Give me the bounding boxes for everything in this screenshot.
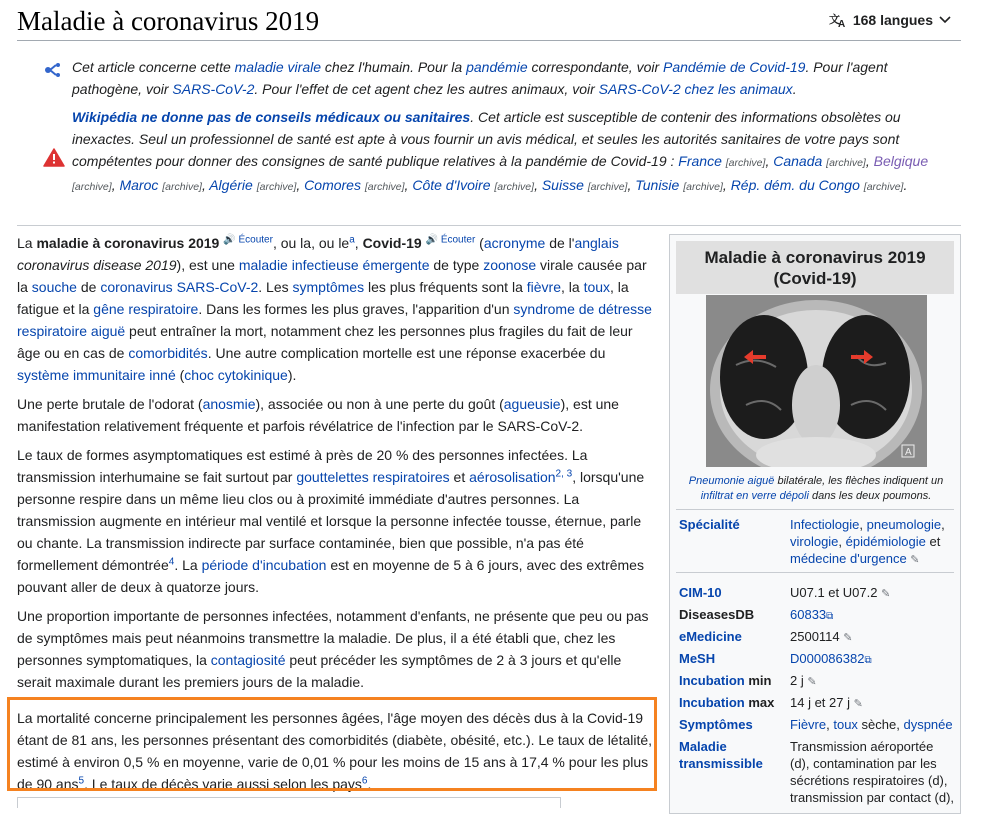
text: Le taux de formes asymptomatiques est estimé à près de 20 % des personnes infectées. La transmission interhumaine se fait surtout par xyxy=(17,447,588,485)
link-comores[interactable]: Comores xyxy=(304,177,361,193)
listen-label: Écouter xyxy=(238,234,273,246)
text: . xyxy=(367,776,372,792)
link-pandemie-covid[interactable]: Pandémie de Covid-19 xyxy=(663,59,806,75)
value-mesh xyxy=(790,650,956,669)
link-zoonose[interactable]: zoonose xyxy=(483,257,537,273)
hatnote-text: chez l'humain. Pour la xyxy=(321,59,467,75)
link-tunisie[interactable]: Tunisie xyxy=(635,177,680,193)
label-maladie-transmissible[interactable]: Maladie transmissible xyxy=(679,739,763,771)
value-symptomes: Fièvre, toux sèche, dyspnée xyxy=(790,717,953,732)
link-toux[interactable]: toux xyxy=(583,279,611,295)
link-fievre[interactable]: fièvre xyxy=(526,279,561,295)
hatnote-divider xyxy=(17,225,961,226)
note-ref[interactable]: a xyxy=(349,234,355,246)
label-diseasesdb xyxy=(679,606,754,623)
link-no-medical-advice[interactable]: Wikipédia ne donne pas de conseils médicaux ou sanitaires xyxy=(72,109,471,125)
paragraph-transmission xyxy=(17,444,655,598)
edit-pencil-icon[interactable]: ✎ xyxy=(881,588,891,600)
listen-label: Écouter xyxy=(440,234,476,246)
separator: , xyxy=(865,153,874,169)
text: les plus fréquents sont la xyxy=(364,279,527,295)
text: , ou la, ou le xyxy=(272,235,350,251)
text: . Le taux de décès varie aussi selon les pays xyxy=(84,776,362,792)
link-aerosolisation[interactable]: aérosolisation xyxy=(469,469,556,485)
paragraph-asymptomatique xyxy=(17,605,655,693)
bold-term: Covid-19 xyxy=(362,235,422,251)
link-canada[interactable]: Canada xyxy=(773,153,823,169)
separator: et xyxy=(925,534,941,549)
text: Une proportion importante de personnes infectées, notamment d'enfants, ne présente que peu ou pas de symptômes mais peut néanmoins transmettre la maladie. De plus, il a été établi que, chez les personnes symptomatiques, la xyxy=(17,608,649,668)
svg-text:A: A xyxy=(837,18,846,28)
link-sars-cov-2[interactable]: SARS-CoV-2 xyxy=(172,81,255,97)
hatnote-text: Cet article concerne cette xyxy=(72,59,235,75)
chevron-down-icon xyxy=(939,16,951,24)
link-periode-incubation[interactable]: période d'incubation xyxy=(201,557,327,573)
text: , xyxy=(354,235,363,251)
value-diseasesdb xyxy=(790,606,956,625)
speaker-icon: 🔊 xyxy=(223,234,236,246)
warning-text: . Cet article est susceptible de contenir des informations obsolètes ou inexactes. Seul un professionnel de santé est apte à vous fournir un avis médical, et seules les autorités sanitaires de votre pays sont compétentes pour donner des consignes de santé publique relatives à la pandémie de Covid-19 : xyxy=(72,109,901,169)
link-medecine-urgence[interactable]: médecine d'urgence xyxy=(790,551,907,566)
text: . Dans les formes les plus graves, l'apparition d'un xyxy=(198,301,514,317)
link-diseasesdb[interactable]: 60833 xyxy=(790,607,827,622)
separator: , xyxy=(859,517,867,532)
separator: , xyxy=(404,177,413,193)
link-verre-depoli[interactable]: infiltrat en verre dépoli xyxy=(700,490,809,502)
archive-link[interactable]: [archive] xyxy=(863,181,904,193)
separator: , xyxy=(201,177,210,193)
translate-icon xyxy=(829,13,847,28)
label-incubation-min xyxy=(679,672,771,689)
link-symptomes[interactable]: symptômes xyxy=(292,279,365,295)
text: ), est une xyxy=(176,257,239,273)
value-emedicine xyxy=(790,628,956,647)
link-pneumologie[interactable]: pneumologie xyxy=(866,517,942,532)
link-france[interactable]: France xyxy=(678,153,722,169)
svg-text:文: 文 xyxy=(828,13,840,26)
external-link-icon: ⧉ xyxy=(864,655,872,666)
link-anglais[interactable]: anglais xyxy=(574,235,619,251)
edit-pencil-icon[interactable]: ✎ xyxy=(853,698,863,710)
separator: , xyxy=(838,534,846,549)
hatnote-text: . xyxy=(792,81,797,97)
link-incubation[interactable]: Incubation xyxy=(679,673,745,688)
text: de xyxy=(76,279,101,295)
label-symptomes[interactable]: Symptômes xyxy=(679,717,753,732)
hatnote-text: correspondante, voir xyxy=(527,59,664,75)
emedicine-code: 2500114 xyxy=(790,629,840,644)
page-header xyxy=(17,0,961,41)
note-ref[interactable]: 4 xyxy=(168,556,175,568)
separator: , xyxy=(765,153,774,169)
text: ( xyxy=(479,235,484,251)
label-emedicine[interactable]: eMedicine xyxy=(679,629,742,644)
incubation-max-text: 14 j et 27 j xyxy=(790,695,850,710)
edit-pencil-icon[interactable]: ✎ xyxy=(910,554,920,566)
edit-pencil-icon[interactable]: ✎ xyxy=(807,676,817,688)
link-maladie-infectieuse[interactable]: maladie infectieuse émergente xyxy=(238,257,430,273)
text: ). xyxy=(287,367,297,383)
link-sars-cov-2-animaux[interactable]: SARS-CoV-2 chez les animaux xyxy=(598,81,793,97)
text: de l' xyxy=(545,235,575,251)
link-cote-ivoire[interactable]: Côte d'Ivoire xyxy=(412,177,491,193)
link-suisse[interactable]: Suisse xyxy=(541,177,584,193)
bold-term: maladie à coronavirus 2019 xyxy=(36,235,220,251)
separator: , xyxy=(722,177,731,193)
value-incubation-max xyxy=(790,694,956,713)
infobox-divider xyxy=(676,572,954,573)
label-incubation-max xyxy=(679,694,774,711)
link-acronyme[interactable]: acronyme xyxy=(483,235,546,251)
link-virologie[interactable]: virologie xyxy=(790,534,839,549)
speaker-icon: 🔊 xyxy=(425,234,439,246)
text: ), associée ou non à une perte du goût ( xyxy=(255,396,504,412)
text: . La xyxy=(174,557,202,573)
text: Une perte brutale de l'odorat ( xyxy=(17,396,203,412)
link-choc-cytokinique[interactable]: choc cytokinique xyxy=(184,367,288,383)
hatnote-text: . Pour l'effet de cet agent chez les autres animaux, voir xyxy=(254,81,599,97)
archive-link[interactable]: [archive] xyxy=(364,181,405,193)
text: ( xyxy=(175,367,185,383)
archive-link[interactable]: [archive] xyxy=(683,181,723,193)
link-infectiologie[interactable]: Infectiologie xyxy=(790,517,860,532)
link-maladie-virale[interactable]: maladie virale xyxy=(234,59,322,75)
label-suffix: min xyxy=(744,673,772,688)
text: peut précéder les symptômes de 2 à 3 jours et qu'elle serait maximale durant les premiers jours de la maladie. xyxy=(17,652,622,690)
disambiguation-icon xyxy=(44,61,64,83)
text: ), est une manifestation relativement fréquente et parfois révélatrice de l'infection par le SARS-CoV-2. xyxy=(17,396,619,434)
link-epidemiologie[interactable]: épidémiologie xyxy=(845,534,926,549)
link-dyspnee[interactable]: dyspnée xyxy=(903,717,953,732)
link-pandemie[interactable]: pandémie xyxy=(466,59,528,75)
separator: , xyxy=(111,177,120,193)
highlight-box xyxy=(7,697,657,791)
separator: . xyxy=(903,177,908,193)
label-specialite[interactable]: Spécialité xyxy=(679,517,740,532)
incubation-min-text: 2 j xyxy=(790,673,804,688)
external-link-icon: ⧉ xyxy=(826,611,834,622)
english-term: coronavirus disease 2019 xyxy=(17,257,177,273)
link-rdc[interactable]: Rép. dém. du Congo xyxy=(730,177,860,193)
hatnote-text: . Pour l'agent pathogène, voir xyxy=(72,59,888,97)
note-ref[interactable]: 2, 3 xyxy=(555,468,573,480)
page-title: Maladie à coronavirus 2019 xyxy=(17,6,320,36)
archive-link[interactable]: [archive] xyxy=(725,157,766,169)
paragraph-anosmie xyxy=(17,393,655,437)
infobox-divider xyxy=(676,509,954,510)
text: virale causée par la xyxy=(17,257,647,295)
warning-icon xyxy=(43,148,65,173)
separator: , xyxy=(627,177,636,193)
text: . Les xyxy=(258,279,293,295)
separator: , xyxy=(941,517,945,532)
image-caption xyxy=(680,474,952,504)
text: dans les deux poumons. xyxy=(808,490,932,502)
text: , la xyxy=(560,279,584,295)
link-souche[interactable]: souche xyxy=(31,279,77,295)
text: La xyxy=(17,235,37,251)
value-transmissible: Transmission aéroportée (d), contamination par les sécrétions respiratoires (d), transmission par contact (d), xyxy=(790,739,955,805)
archive-link[interactable]: [archive] xyxy=(826,157,866,169)
text: . Une autre complication mortelle est une réponse exacerbée du xyxy=(207,345,606,361)
text: est en moyenne de 5 à 6 jours, avec des extrêmes pouvant aller de deux à quatorze jours. xyxy=(17,557,644,595)
link-mesh[interactable]: D000086382 xyxy=(790,651,865,666)
language-count: 168 langues xyxy=(852,12,933,28)
link-sdra[interactable]: syndrome de détresse respiratoire aiguë xyxy=(17,301,652,339)
infobox xyxy=(669,234,961,814)
value-incubation-min xyxy=(790,672,956,691)
link-gene-respiratoire[interactable]: gêne respiratoire xyxy=(93,301,199,317)
link-pneumonie[interactable]: Pneumonie aiguë xyxy=(688,475,775,487)
next-section-box xyxy=(17,797,561,808)
separator: , xyxy=(534,177,542,193)
cim10-codes: U07.1 et U07.2 xyxy=(790,585,878,600)
language-button[interactable] xyxy=(829,12,951,28)
link-contagiosite[interactable]: contagiosité xyxy=(210,652,286,668)
note-ref[interactable]: 6 xyxy=(361,775,368,787)
link-comorbidites[interactable]: comorbidités xyxy=(128,345,208,361)
value-cim10 xyxy=(790,584,956,603)
text: de type xyxy=(429,257,484,273)
archive-link[interactable]: [archive] xyxy=(72,181,112,193)
text: , la fatigue et la xyxy=(17,279,629,317)
edit-pencil-icon[interactable]: ✎ xyxy=(843,632,853,644)
text: et xyxy=(449,469,470,485)
text: peut entraîner la mort, notamment chez les personnes plus fragiles du fait de leur âge ou en cas de xyxy=(17,323,633,361)
text: bilatérale, les flèches indiquent un xyxy=(774,475,944,487)
value-specialite xyxy=(790,516,956,569)
text: sèche, xyxy=(857,717,904,732)
medical-warning xyxy=(17,106,961,198)
diseasesdb-label-text: DiseasesDB xyxy=(679,607,755,622)
listen-audio-button[interactable] xyxy=(223,234,273,245)
label-cim10[interactable]: CIM-10 xyxy=(679,585,722,600)
archive-link[interactable]: [archive] xyxy=(587,181,628,193)
link-fievre[interactable]: Fièvre xyxy=(790,717,827,732)
hatnote xyxy=(17,56,961,198)
listen-audio-button[interactable] xyxy=(426,234,476,245)
note-ref[interactable]: 5 xyxy=(78,775,85,787)
svg-text:A: A xyxy=(905,447,912,458)
link-maroc[interactable]: Maroc xyxy=(119,177,159,193)
link-gouttelettes[interactable]: gouttelettes respiratoires xyxy=(296,469,450,485)
archive-link[interactable]: [archive] xyxy=(256,181,297,193)
text: La mortalité concerne principalement les personnes âgées, l'âge moyen des décès dus à la Covid-19 étant de 81 ans, les personnes présentant des comorbidités (diabète, obésité, etc.). Le taux de létalité, estimé à environ 0,5 % en moyenne, varie de 0,01 % pour les moins de 15 ans à 17,4 % pour les plus de 90 ans xyxy=(17,710,653,792)
text: , lorsqu'une personne respire dans un même lieu clos ou à proximité immédiate d'autres personnes. La transmission augmente en intérieur mal ventilé et lorsque la personne infectée tousse, éternue, parle ou chante. La transmission indirecte par surface contaminée, bien que possible, n'a pas été formellement démontrée xyxy=(17,469,645,573)
link-coronavirus[interactable]: coronavirus SARS-CoV-2 xyxy=(100,279,259,295)
archive-link[interactable]: [archive] xyxy=(494,181,535,193)
disambiguation-note xyxy=(17,56,961,100)
link-incubation[interactable]: Incubation xyxy=(679,695,745,710)
link-toux[interactable]: toux xyxy=(833,717,858,732)
separator: , xyxy=(296,177,305,193)
link-systeme-immunitaire[interactable]: système immunitaire inné xyxy=(17,367,176,383)
link-belgique[interactable]: Belgique xyxy=(873,153,929,169)
paragraph-intro xyxy=(17,232,655,386)
infobox-title: Maladie à coronavirus 2019 (Covid-19) xyxy=(676,241,954,294)
label-suffix: max xyxy=(744,695,775,710)
archive-link[interactable]: [archive] xyxy=(162,181,202,193)
label-mesh[interactable]: MeSH xyxy=(679,651,716,666)
link-agueusie[interactable]: agueusie xyxy=(503,396,561,412)
link-anosmie[interactable]: anosmie xyxy=(202,396,256,412)
ct-scan-image[interactable] xyxy=(706,295,927,467)
link-algerie[interactable]: Algérie xyxy=(209,177,253,193)
